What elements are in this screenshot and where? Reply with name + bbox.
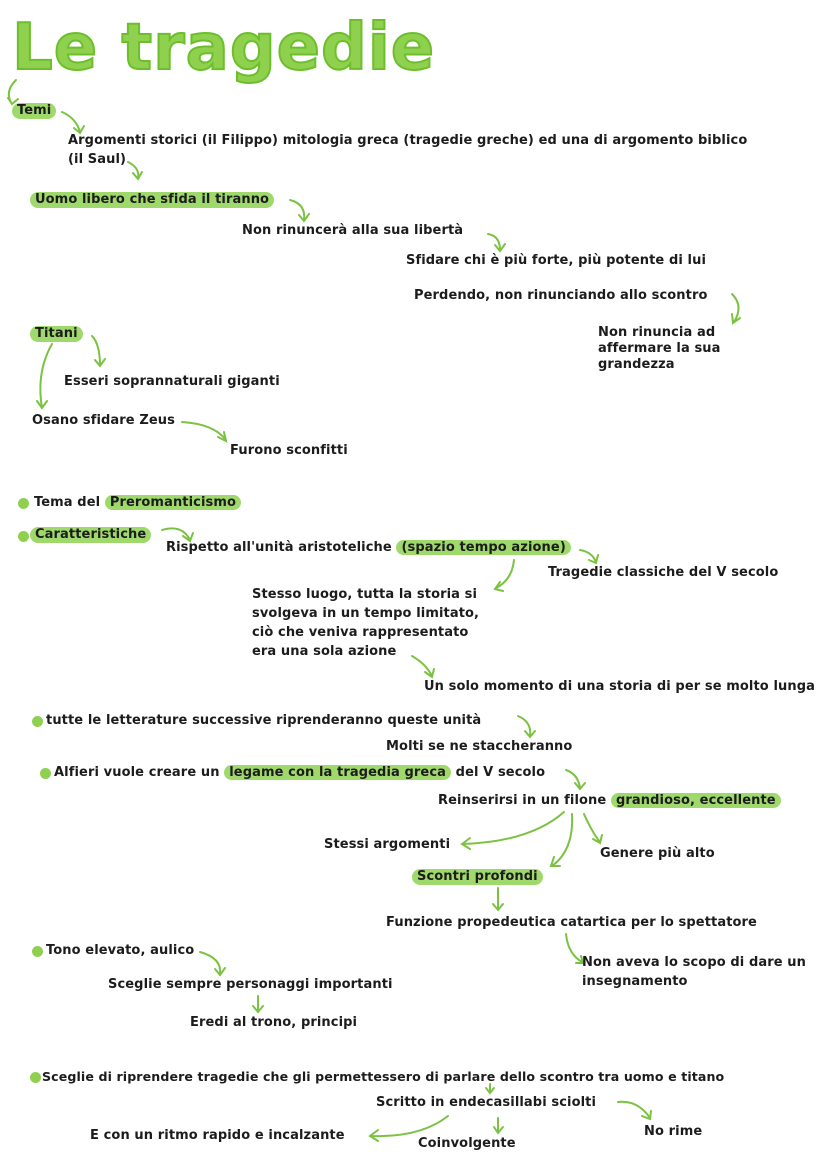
uomo-perdendo: Perdendo, non rinunciando allo scontro: [414, 288, 708, 303]
no-rime: No rime: [644, 1124, 703, 1139]
page-title: Le tragedie: [12, 11, 436, 85]
bullet-dot: [40, 768, 51, 779]
rispetto-line: [166, 540, 571, 556]
arrow-alfieri-reinserirsi: [566, 770, 585, 789]
caratteristiche-label: Caratteristiche: [30, 527, 151, 543]
rispetto-prefix: Rispetto all'unità aristoteliche: [166, 540, 392, 555]
eredi-al-trono: Eredi al trono, principi: [190, 1015, 358, 1030]
arrow-rispetto-stesso: [495, 560, 514, 591]
sceglie-line: Sceglie di riprendere tragedie che gli permettessero di parlare dello scontro tra uomo e titano: [42, 1069, 725, 1084]
uomo-sfidare: Sfidare chi è più forte, più potente di lui: [406, 253, 707, 268]
arrow-reinserirsi-genere: [584, 814, 602, 843]
scontri-profondi: Scontri profondi: [412, 869, 543, 885]
funzione-propedeutica: Funzione propedeutica catartica per lo spettatore: [386, 915, 757, 930]
coinvolgente: Coinvolgente: [418, 1136, 516, 1151]
solo-momento: Un solo momento di una storia di per se molto lunga: [424, 679, 816, 694]
rispetto-highlight: (spazio tempo azione): [396, 540, 570, 555]
arrow-perdendo-rinuncia: [732, 294, 740, 323]
arrow-scontri-funzione: [493, 888, 503, 910]
arrow-reinserirsi-scontri: [551, 814, 572, 866]
bullet-dot: [18, 531, 29, 542]
arrow-reinserirsi-argomenti: [462, 812, 564, 849]
arrow-uomo-rinuncera: [290, 200, 309, 221]
staccheranno: Molti se ne staccheranno: [386, 739, 573, 754]
arrow-titani-esseri: [92, 336, 105, 366]
alfieri-suffix: del V secolo: [455, 765, 546, 780]
arrow-endecasillabi-coinvolgente: [494, 1118, 503, 1133]
arrow-sceglie-endecasillabi: [486, 1084, 494, 1093]
reinserirsi-line: [438, 793, 781, 809]
temi-argomenti-line2: (il Saul): [68, 152, 127, 167]
genere-piu-alto: Genere più alto: [600, 846, 715, 861]
bullet-dot: [32, 946, 43, 957]
alfieri-line: [54, 765, 545, 781]
ritmo-rapido: E con un ritmo rapido e incalzante: [90, 1128, 345, 1143]
titani-osano: Osano sfidare Zeus: [32, 413, 175, 428]
arrow-title-temi: [8, 80, 18, 104]
tragedie-classiche: Tragedie classiche del V secolo: [548, 565, 779, 580]
arrow-endecasillabi-rime: [618, 1102, 651, 1119]
arrow-temi-argomenti: [62, 112, 84, 133]
arrow-funzione-insegnamento: [566, 934, 583, 963]
arrow-tono-personaggi: [200, 952, 225, 975]
uomo-label: Uomo libero che sfida il tiranno: [30, 192, 274, 208]
arrow-letterature-staccheranno: [518, 716, 535, 737]
alfieri-prefix: Alfieri vuole creare un: [54, 765, 220, 780]
bullet-dot: [32, 716, 43, 727]
tema-prefix: Tema del: [34, 495, 101, 510]
letterature-line: tutte le letterature successive riprenderanno queste unità: [46, 713, 482, 728]
arrow-osano-furono: [182, 422, 226, 441]
reinserirsi-highlight: grandioso, eccellente: [611, 793, 781, 808]
alfieri-highlight: legame con la tragedia greca: [224, 765, 451, 780]
arrow-titani-osano: [37, 344, 52, 408]
arrow-personaggi-eredi: [253, 996, 263, 1012]
uomo-non-rinuncia: Non rinuncia ad affermare la sua grandezza: [598, 325, 721, 372]
bullet-dot: [18, 498, 29, 509]
tema-highlight: Preromanticismo: [105, 495, 241, 510]
arrow-rispetto-classiche: [580, 550, 598, 563]
tema-line: [34, 495, 241, 511]
arrow-rinuncera-sfidare: [488, 234, 505, 251]
stesso-luogo: Stesso luogo, tutta la storia si svolgeva in un tempo limitato, ciò che veniva rappresentato era una sola azione: [252, 587, 480, 659]
arrow-saul-uomo: [128, 162, 142, 179]
titani-esseri: Esseri soprannaturali giganti: [64, 374, 280, 389]
uomo-rinuncera: Non rinuncerà alla sua libertà: [242, 223, 464, 238]
temi-argomenti-line1: Argomenti storici (il Filippo) mitologia greca (tragedie greche) ed una di argomento biblico: [68, 133, 748, 148]
bullet-dot: [30, 1072, 41, 1083]
titani-label: Titani: [30, 326, 83, 342]
temi-label: Temi: [12, 103, 56, 119]
non-aveva-scopo: Non aveva lo scopo di dare un insegnamento: [582, 955, 807, 989]
titani-furono: Furono sconfitti: [230, 443, 348, 458]
endecasillabi: Scritto in endecasillabi sciolti: [376, 1095, 597, 1110]
stessi-argomenti: Stessi argomenti: [324, 837, 451, 852]
sceglie-personaggi: Sceglie sempre personaggi importanti: [108, 977, 393, 992]
tono-line: Tono elevato, aulico: [46, 943, 195, 958]
reinserirsi-prefix: Reinserirsi in un filone: [438, 793, 607, 808]
